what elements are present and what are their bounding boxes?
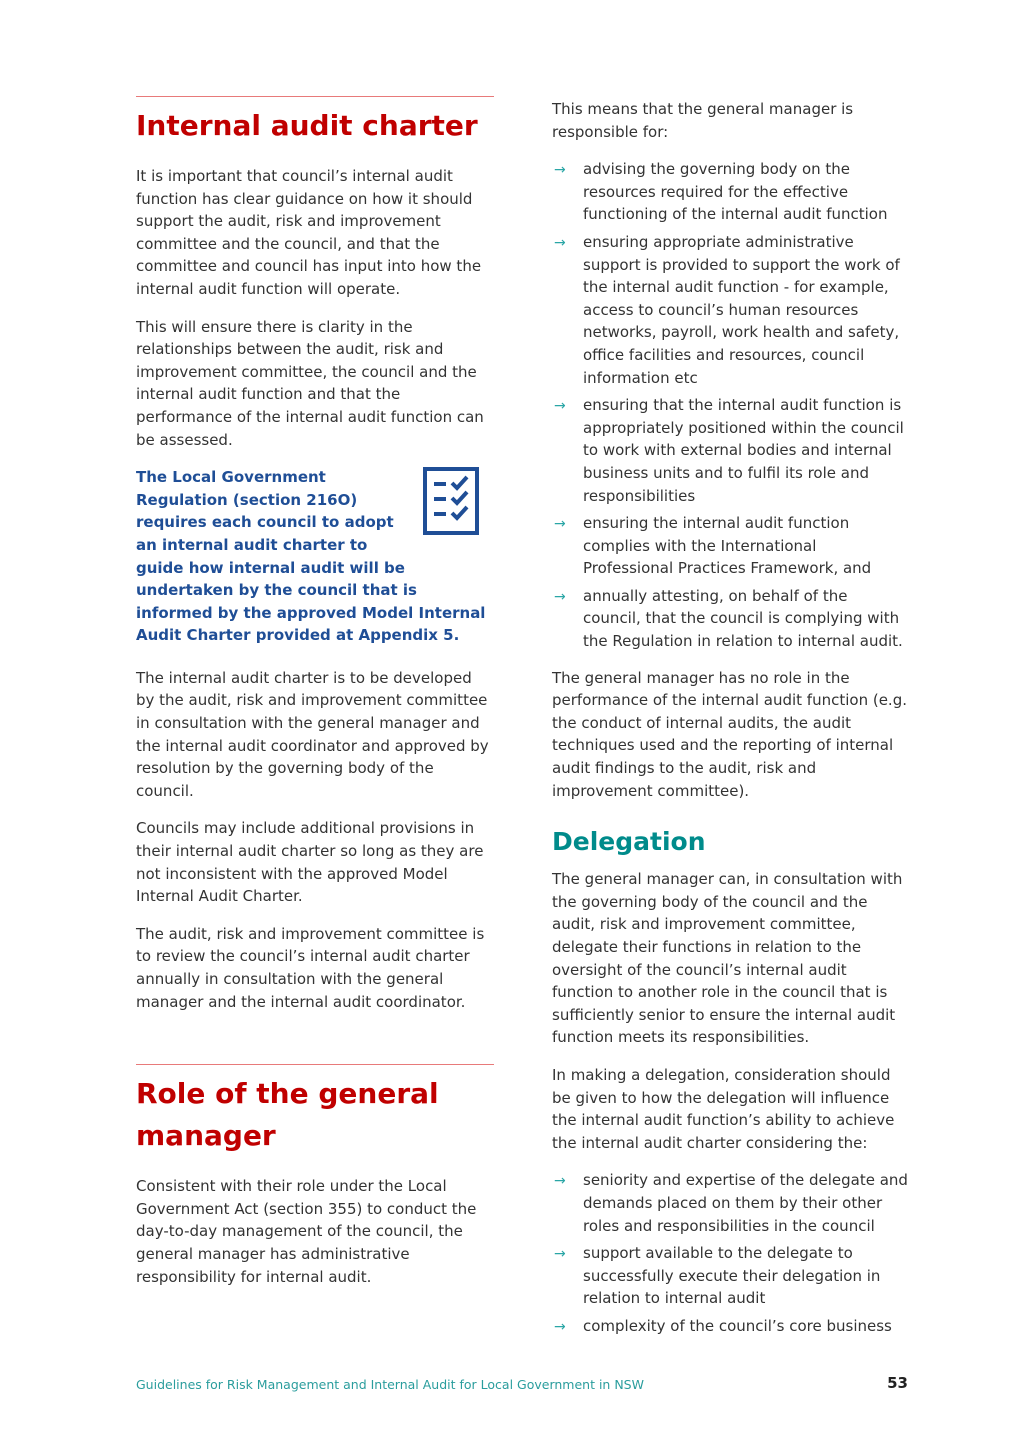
arrow-right-icon: → [554,1173,566,1190]
footer-document-title: Guidelines for Risk Management and Internal Audit for Local Government in NSW [136,1377,644,1392]
section-heading-delegation: Delegation [552,827,706,857]
checklist-icon [422,466,482,538]
left-column [136,96,494,1303]
arrow-right-icon: → [554,588,566,605]
list-item: → annually attesting, on behalf of the council, that the council is complying with the Regulation in relation to internal audit. [554,586,903,651]
regulation-callout [136,466,494,647]
list-item: → complexity of the council’s core business [552,1315,908,1338]
paragraph: Consistent with their role under the Local Government Act (section 355) to conduct the day-to-day management of the council, the general manager has administrative responsibility for internal audit. [136,1177,477,1286]
arrow-right-icon: → [554,398,566,415]
list-item: → ensuring appropriate administrative support is provided to support the work of the internal audit function - for example, access to council’s human resources networks, payroll, work health and safety, office facilities and resources, council information etc [554,232,900,387]
paragraph: The general manager has no role in the performance of the internal audit function (e.g. the conduct of internal audits, the audit techniques used and the reporting of internal audit findings to the audit, risk and improvement committee). [552,668,907,800]
paragraph: It is important that council’s internal audit function has clear guidance on how it should support the audit, risk and improvement committee and the council, and that the committee and council has input into how the internal audit function will operate. [136,167,482,298]
arrow-right-icon: → [554,162,566,179]
arrow-right-icon: → [554,516,566,533]
section-heading-internal-audit-charter: Internal audit charter [136,109,478,142]
list-item: → ensuring the internal audit function complies with the International Professional Practices Framework, and [554,514,872,578]
list-item: → ensuring that the internal audit function is appropriately positioned within the council to work with external bodies and internal business units and to fulfil its role and responsibilities [554,396,904,505]
arrow-right-icon: → [554,1246,566,1263]
list-item: → support available to the delegate to successfully execute their delegation in relation to internal audit [554,1244,881,1308]
callout-text: The Local Government Regulation (section 216O) requires each council to adopt an internal audit charter to guide how internal audit will be undertaken by the council that is informed by the approved Model Internal Audit Charter provided at Appendix 5. [136,468,486,645]
paragraph: The general manager can, in consultation with the governing body of the council and the audit, risk and improvement committee, delegate their functions in relation to the oversight of the council’s internal audit function to another role in the council that is sufficiently senior to ensure the internal audit function meets its responsibilities. [552,870,903,1047]
paragraph: This means that the general manager is responsible for: [552,100,854,141]
page-number: 53 [887,1374,908,1392]
section-divider [136,96,494,97]
paragraph: This will ensure there is clarity in the relationships between the audit, risk and improvement committee, the council and the internal audit function and that the performance of the internal audit function can be assessed. [136,317,484,449]
section-divider [136,1064,494,1065]
paragraph: Councils may include additional provisions in their internal audit charter so long as they are not inconsistent with the approved Model Internal Audit Charter. [136,819,484,906]
list-item: → advising the governing body on the resources required for the effective functioning of the internal audit function [554,160,888,224]
arrow-right-icon: → [554,1318,566,1335]
right-column [552,98,908,1352]
arrow-right-icon: → [554,234,566,251]
section-heading-role-of-general-manager: Role of the general manager [136,1077,439,1153]
paragraph: The internal audit charter is to be developed by the audit, risk and improvement committee in consultation with the general manager and the internal audit coordinator and approved by resolution by the governing body of the council. [136,668,489,800]
delegation-considerations-list [552,1169,908,1337]
list-item: → seniority and expertise of the delegate and demands placed on them by their other roles and responsibilities in the council [554,1171,908,1235]
paragraph: In making a delegation, consideration should be given to how the delegation will influence the internal audit function’s ability to achieve the internal audit charter considering the: [552,1065,895,1152]
responsibilities-list [552,158,908,652]
paragraph: The audit, risk and improvement committee is to review the council’s internal audit charter annually in consultation with the general manager and the internal audit coordinator. [136,924,485,1011]
